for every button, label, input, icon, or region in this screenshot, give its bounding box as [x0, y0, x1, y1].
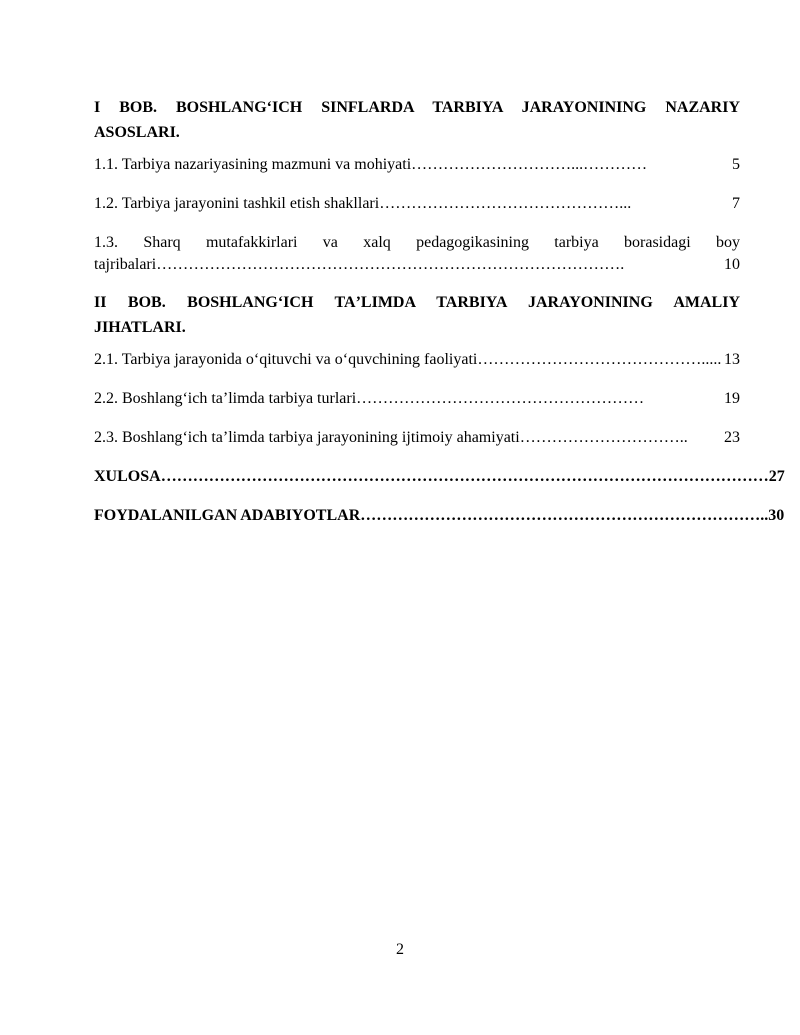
toc-entry-2-3[interactable]: [94, 427, 740, 449]
chapter-1-heading: [94, 95, 740, 145]
toc-entry-adabiyotlar[interactable]: [94, 505, 785, 527]
toc-entry-adabiyotlar-leader: …………………………………………………………………..: [360, 507, 769, 524]
toc-entry-1-1-title: 1.1. Tarbiya nazariyasining mazmuni va mohiyati: [94, 156, 412, 173]
toc-entry-xulosa[interactable]: [94, 466, 785, 488]
toc-entry-1-3-title-line1: [94, 232, 740, 254]
toc-entry-2-3-title: 2.3. Boshlangʻich ta’limda tarbiya jarayonining ijtimoiy ahamiyati: [94, 429, 520, 446]
toc-entry-1-2-leader: ………………………………………...: [379, 195, 632, 212]
toc-entry-1-1-page: 5: [732, 156, 740, 173]
toc-entry-adabiyotlar-title: FOYDALANILGAN ADABIYOTLAR: [94, 507, 361, 524]
toc-entry-2-2[interactable]: [94, 388, 740, 410]
chapter-1-heading-line1: I BOB. BOSHLANGʻICH SINFLARDA TARBIYA JARAYONINING NAZARIY: [94, 99, 740, 116]
chapter-2-heading-line2: JIHATLARI.: [94, 319, 186, 336]
toc-entry-1-3-title: 1.3. Sharq mutafakkirlari va xalq pedagogikasining tarbiya borasidagi boy: [94, 234, 740, 251]
chapter-1-heading-line2: ASOSLARI.: [94, 124, 180, 141]
toc-entry-1-2-title: 1.2. Tarbiya jarayonini tashkil etish shakllari: [94, 195, 380, 212]
toc-entry-2-3-page: 23: [724, 429, 740, 446]
toc-entry-1-3-page: 10: [724, 256, 740, 273]
chapter-2-heading: [94, 290, 740, 340]
toc-entry-xulosa-title: XULOSA: [94, 468, 161, 485]
toc-entry-1-3-title-line2: tajribalari: [94, 256, 157, 273]
toc-entry-1-2-page: 7: [732, 195, 740, 212]
toc-entry-xulosa-leader: ……………………………………………………………………………………………………: [160, 468, 769, 485]
toc-entry-2-1[interactable]: [94, 349, 740, 371]
toc-entry-1-1[interactable]: [94, 154, 740, 176]
toc-entry-adabiyotlar-page: 30: [768, 507, 785, 524]
toc-entry-2-3-leader: …………………………..: [519, 429, 688, 446]
toc-entry-2-2-title: 2.2. Boshlangʻich ta’limda tarbiya turlari: [94, 390, 357, 407]
toc-entry-2-1-leader: …………………………………….....: [477, 351, 722, 368]
toc-entry-2-1-page: 13: [724, 351, 740, 368]
toc-entry-2-2-page: 19: [724, 390, 740, 407]
toc-entry-2-2-leader: ………………………………………………: [356, 390, 645, 407]
toc-entry-xulosa-page: 27: [768, 468, 785, 485]
table-of-contents: [94, 95, 785, 527]
toc-entry-1-3-leader: …………………………………………………………………………….: [156, 256, 625, 273]
chapter-2-heading-line1: II BOB. BOSHLANGʻICH TAʼLIMDA TARBIYA JARAYONINING AMALIY: [94, 294, 740, 311]
toc-entry-1-1-leader: …………………………...…………: [411, 156, 648, 173]
toc-entry-1-2[interactable]: [94, 193, 740, 215]
toc-entry-1-3-line2: [94, 254, 740, 276]
toc-entry-2-1-title: 2.1. Tarbiya jarayonida oʻqituvchi va oʻquvchining faoliyati: [94, 351, 478, 368]
toc-entry-1-3[interactable]: [94, 232, 740, 276]
page-number: 2: [396, 941, 404, 958]
